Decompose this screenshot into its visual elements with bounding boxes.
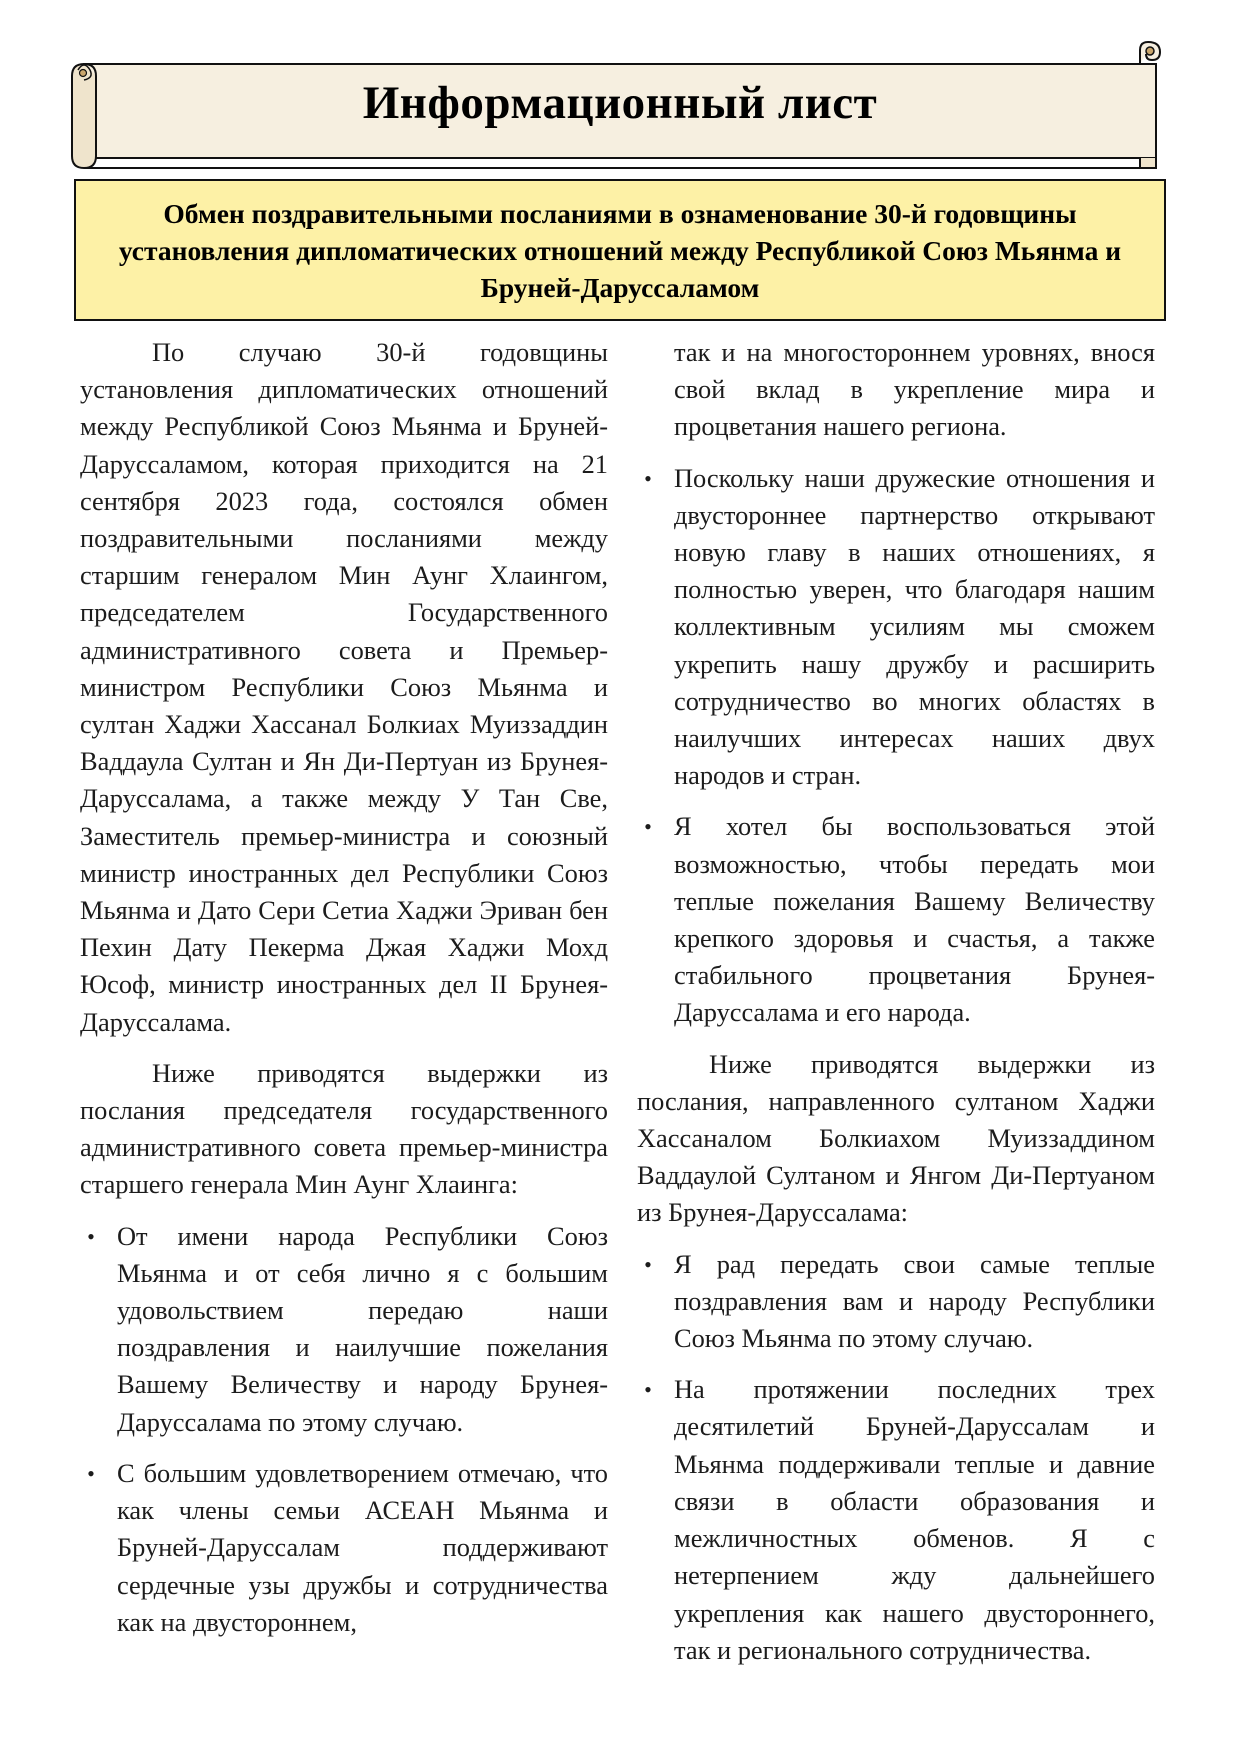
list-item-text: так и на многостороннем уровнях, внося свой вклад в укрепление мира и процветания нашего региона. xyxy=(674,337,1155,442)
excerpt-intro-right: Ниже приводятся выдержки из послания, направленного султаном Хаджи Хассаналом Болкиахом Муиззаддином Ваддаулой Султаном и Янгом Ди-Пертуаном из Брунея-Даруссалама: xyxy=(637,1048,1155,1228)
bullet-icon: • xyxy=(644,465,652,491)
list-item xyxy=(637,1371,1155,1669)
list-item-text: С большим удовлетворением отмечаю, что как члены семьи АСЕАН Мьянма и Бруней-Даруссалам поддерживают сердечные узы дружбы и сотрудничества как на двустороннем, xyxy=(117,1457,608,1637)
bullet-icon: • xyxy=(644,1377,652,1403)
list-item-text: От имени народа Республики Союз Мьянма и от себя лично я с большим удовольствием передаю наши поздравления и наилучшие пожелания Вашему Величеству и народу Брунея-Даруссалама по этому случаю. xyxy=(117,1220,608,1437)
list-item-text: Я рад передать свои самые теплые поздравления вам и народу Республики Союз Мьянма по этому случаю. xyxy=(674,1248,1155,1354)
bullet-icon: • xyxy=(87,1460,95,1486)
list-item-continuation xyxy=(637,334,1155,446)
header-banner xyxy=(70,40,1170,170)
list-item xyxy=(80,1218,608,1441)
bullet-icon: • xyxy=(644,1251,652,1277)
intro-paragraph: По случаю 30-й годовщины установления дипломатических отношений между Республикой Союз Мьянма и Бруней-Даруссаламом, которая приходится на 21 сентября 2023 года, состоялся обмен поздравительными посланиями между старшим генералом Мин Аунг Хлаингом, председателем Государственного административного совета и Премьер-министром Республики Союз Мьянма и султан Хаджи Хассанал Болкиах Муиззаддин Ваддаула Султан и Ян Ди-Пертуан из Брунея-Даруссалама, а также между У Тан Све, Заместитель премьер-министра и союзный министр иностранных дел Республики Союз Мьянма и Дато Сери Сетиа Хаджи Эриван бен Пехин Дату Пекерма Джая Хаджи Мохд Юсоф, министр иностранных дел II Брунея-Даруссалама. xyxy=(80,337,608,1037)
page-title: Информационный лист xyxy=(362,77,878,129)
excerpt-intro-left: Ниже приводятся выдержки из послания председателя государственного административного совета премьер-министра старшего генерала Мин Аунг Хлаинга: xyxy=(80,1057,608,1200)
bullet-list-right xyxy=(637,334,1155,1032)
list-item-text: На протяжении последних трех десятилетий Бруней-Даруссалам и Мьянма поддерживали теплые и давние связи в области образования и межличностных обменов. Я с нетерпением жду дальнейшего укрепления как нашего двустороннего, так и регионального сотрудничества. xyxy=(674,1374,1155,1665)
bullet-list-right-2 xyxy=(637,1246,1155,1669)
right-column xyxy=(637,334,1155,1683)
list-item-text: Я хотел бы воспользоваться этой возможностью, чтобы передать мои теплые пожелания Вашему Величеству крепкого здоровья и счастья, а также стабильного процветания Брунея-Даруссалама и его народа. xyxy=(674,811,1155,1028)
bullet-icon: • xyxy=(87,1223,95,1249)
left-column xyxy=(80,334,608,1655)
list-item xyxy=(637,1246,1155,1358)
list-item-text: Поскольку наши дружеские отношения и двустороннее партнерство открывают новую главу в наших отношениях, я полностью уверен, что благодаря нашим коллективным усилиям мы сможем укрепить нашу дружбу и расширить сотрудничество во многих областях в наилучших интересах наших двух народов и стран. xyxy=(674,462,1155,791)
list-item xyxy=(80,1455,608,1641)
list-item xyxy=(637,460,1155,795)
subtitle-text: Обмен поздравительными посланиями в ознаменование 30-й годовщины установления дипломатических отношений между Республикой Союз Мьянма и Бруней-Даруссаламом xyxy=(118,198,1122,303)
subtitle-box xyxy=(74,179,1166,321)
bullet-icon: • xyxy=(644,814,652,840)
list-item xyxy=(637,808,1155,1031)
bullet-list-left xyxy=(80,1218,608,1641)
